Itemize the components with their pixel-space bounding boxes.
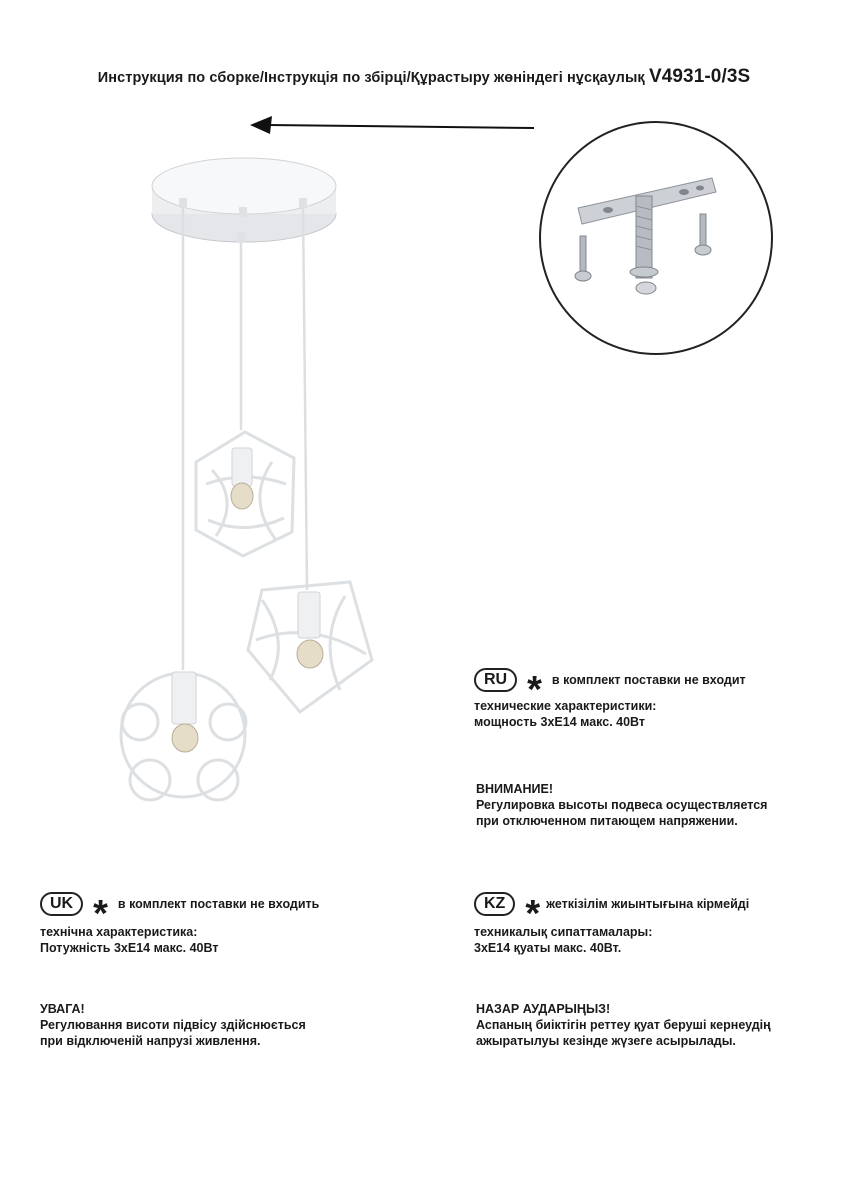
ru-spec-value: мощность 3хЕ14 макс. 40Вт (474, 715, 646, 729)
uk-section (40, 892, 319, 956)
arrow-left-icon (250, 116, 534, 134)
kz-section (474, 892, 749, 956)
suspension-cords (183, 206, 307, 670)
asterisk-icon: * (527, 669, 542, 711)
ru-warning-line1: Регулировка высоты подвеса осуществляется (476, 798, 768, 812)
uk-spec-label: технічна характеристика: (40, 925, 198, 939)
kz-warning-line2: ажыратылуы кезінде жүзеге асырылады. (476, 1034, 736, 1048)
uk-spec-value: Потужність 3хЕ14 макс. 40Вт (40, 941, 219, 955)
ru-badge: RU (474, 668, 517, 692)
asterisk-icon: * (525, 893, 541, 935)
pendant-shade-left (121, 672, 246, 800)
ru-warning-title: ВНИМАНИЕ! (476, 782, 553, 796)
uk-warning (40, 1001, 306, 1049)
mounting-kit-circle (540, 122, 772, 354)
kz-spec-label: техникалық сипаттамалары: (474, 925, 653, 939)
uk-warning-line1: Регулювання висоти підвісу здійснюється (40, 1018, 306, 1032)
pendant-shade-right (248, 582, 372, 712)
kz-spec-value: 3хЕ14 қуаты макс. 40Вт. (474, 941, 622, 955)
mounting-kit (540, 122, 772, 354)
kz-warning-title: НАЗАР АУДАРЫҢЫЗ! (476, 1002, 611, 1016)
ru-section (474, 668, 746, 730)
kz-warning-line1: Аспаның биіктігін реттеу қуат беруші кернеудің (476, 1018, 771, 1032)
ru-warning-line2: при отключенном питающем напряжении. (476, 814, 738, 828)
model-number: V4931-0/3S (648, 66, 751, 87)
ru-note: в комплект поставки не входит (551, 673, 746, 687)
ru-warning (476, 781, 767, 829)
uk-badge: UK (40, 892, 83, 916)
kz-note: жеткізілім жиынтығына кірмейді (546, 897, 750, 911)
uk-note: в комплект поставки не входить (117, 897, 320, 911)
ceiling-canopy (152, 158, 336, 242)
uk-warning-title: УВАГА! (40, 1002, 85, 1016)
ru-spec-label: технические характеристики: (474, 699, 657, 713)
pendant-shade-middle (196, 432, 294, 556)
kz-warning (476, 1001, 771, 1049)
kz-badge: KZ (474, 892, 515, 916)
uk-warning-line2: при відключеній напрузі живлення. (40, 1034, 261, 1048)
asterisk-icon: * (93, 893, 108, 935)
title-text: Инструкция по сборке/Інструкція по збірці/Құрастыру жөніндегі нұсқаулық (97, 70, 645, 86)
